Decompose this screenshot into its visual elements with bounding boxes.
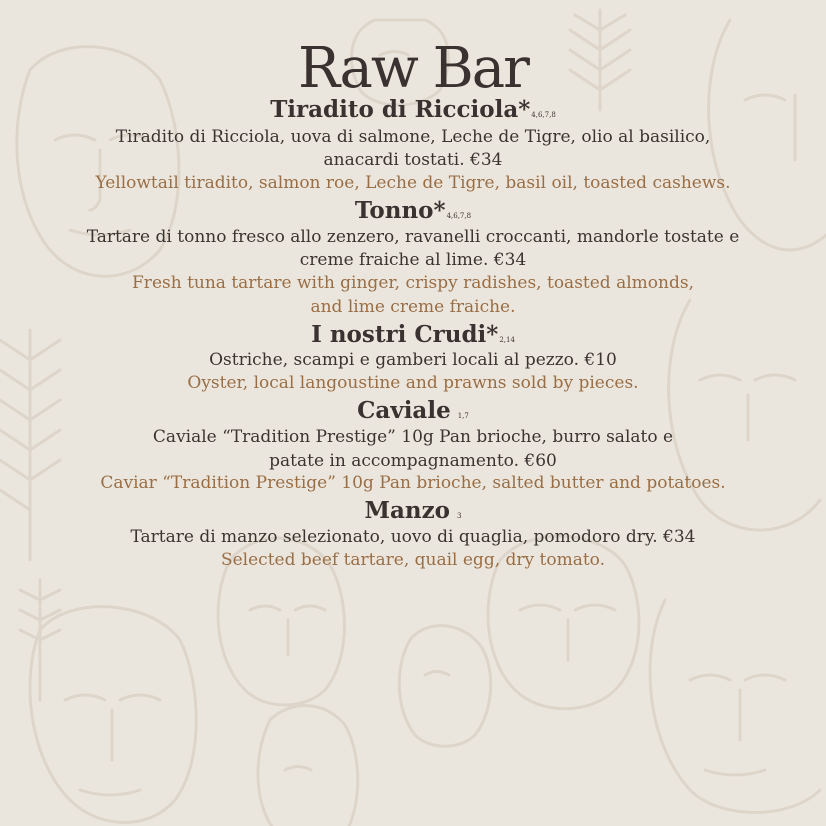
- allergen-codes: 4,6,7,8: [531, 111, 556, 119]
- allergen-codes: 2,14: [499, 336, 515, 344]
- menu-item-description-it: anacardi tostati. €34: [323, 150, 503, 170]
- mask-decoration-icon: [399, 626, 490, 747]
- menu-item-heading: [0, 96, 826, 129]
- menu-item-name: Tiradito di Ricciola*: [270, 96, 531, 123]
- allergen-codes: 4,6,7,8: [446, 212, 472, 220]
- menu-item-name: Tonno*: [354, 197, 446, 224]
- menu-item-description-it: Caviale “Tradition Prestige” 10g Pan brioche, burro salato e: [152, 427, 674, 447]
- menu-item-name: Manzo: [364, 497, 451, 524]
- menu-item-description-en: Selected beef tartare, quail egg, dry tomato.: [220, 550, 606, 570]
- menu-item-name: I nostri Crudi*: [311, 321, 499, 348]
- menu-item-description-it: Tartare di tonno fresco allo zenzero, ravanelli croccanti, mandorle tostate e: [86, 227, 740, 247]
- menu-item-description-en: and lime creme fraiche.: [310, 297, 516, 317]
- menu-item-description-it: Tartare di manzo selezionato, uovo di quaglia, pomodoro dry. €34: [130, 527, 696, 547]
- menu-item-description-en: Oyster, local langoustine and prawns sold by pieces.: [187, 373, 639, 393]
- menu-item-description-it: Tiradito di Ricciola, uova di salmone, Leche de Tigre, olio al basilico,: [115, 127, 711, 147]
- menu-item-description-it: patate in accompagnamento. €60: [269, 451, 557, 471]
- mask-decoration-icon: [30, 607, 196, 823]
- allergen-codes: 1,7: [457, 412, 469, 420]
- menu-item-name: Caviale: [357, 397, 451, 424]
- menu-item-description-it: creme fraiche al lime. €34: [299, 250, 527, 270]
- menu-item-description-it: Ostriche, scampi e gamberi locali al pezzo. €10: [209, 350, 617, 370]
- menu-title: Raw Bar: [298, 36, 528, 101]
- menu-item-description-en: Caviar “Tradition Prestige” 10g Pan brioche, salted butter and potatoes.: [100, 473, 726, 493]
- mask-decoration-icon: [258, 706, 358, 826]
- mask-decoration-icon: [650, 600, 820, 813]
- menu-item-description-en: Fresh tuna tartare with ginger, crispy radishes, toasted almonds,: [132, 273, 694, 293]
- menu-item-description-en: Yellowtail tiradito, salmon roe, Leche de Tigre, basil oil, toasted cashews.: [95, 173, 731, 193]
- fern-decoration-icon: [20, 580, 60, 700]
- allergen-codes: 3: [457, 512, 462, 520]
